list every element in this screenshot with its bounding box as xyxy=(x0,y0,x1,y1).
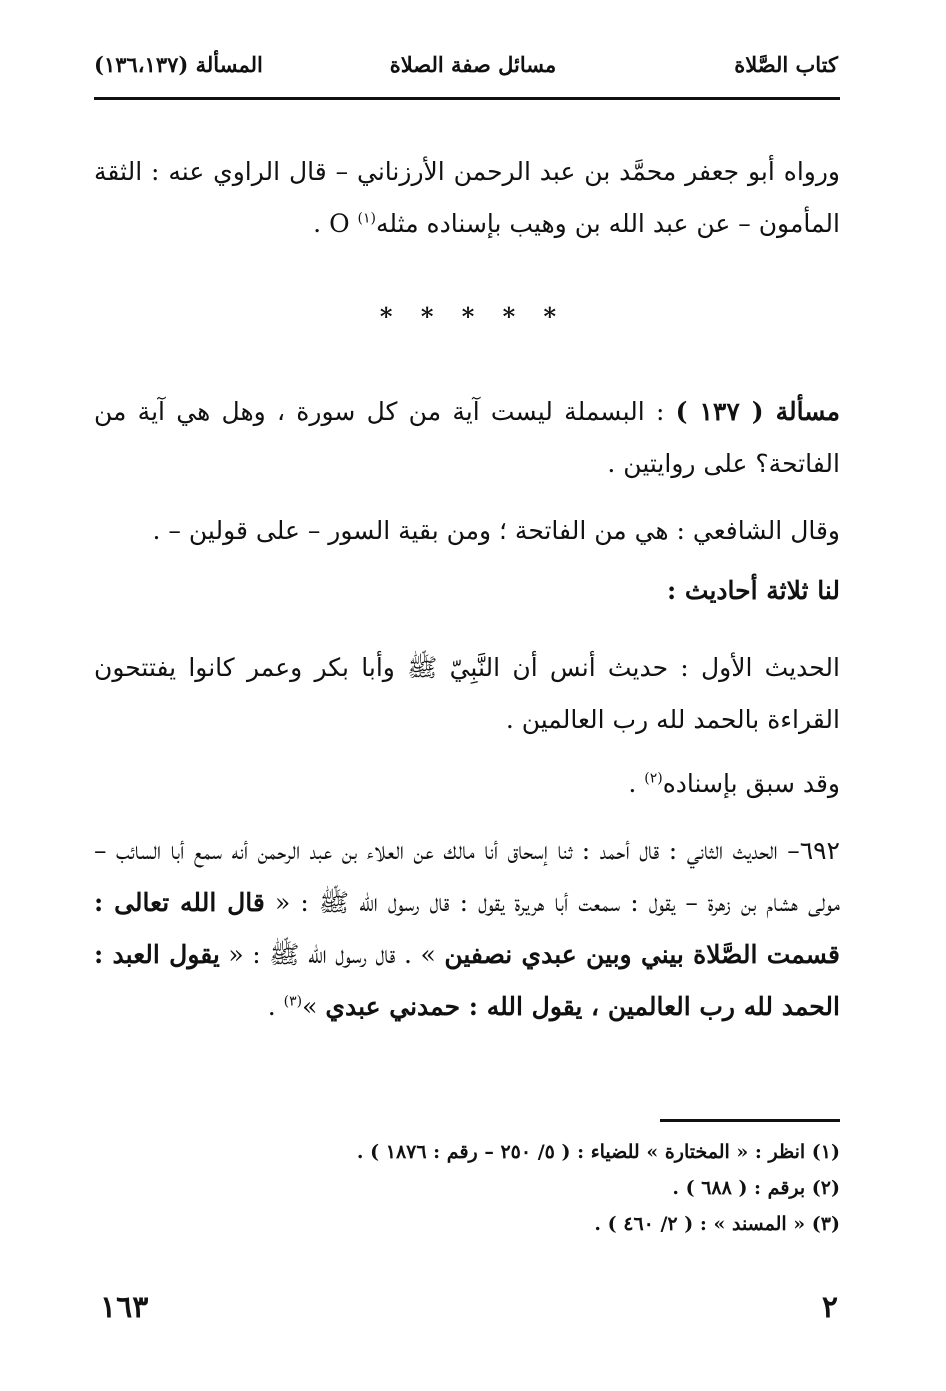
hadith-isnad: ٦٩٢– الحديث الثاني : قال أحمد : ثنا إسحاق أنا مالك عن العلاء بن عبد الرحمن أنه سمع أبا السائب – مولى هشام بن زهرة – يقول : سمعت أبا هريرة يقول : قال رسول الله ﷺ : « xyxy=(94,836,840,917)
running-header-section: مسائل صفة الصلاة xyxy=(389,52,557,77)
paragraph-hadith-one: الحديث الأول : حديث أنس أن النَّبِيّ ﷺ وأبا بكر وعمر كانوا يفتتحون القراءة بالحمد لله رب العالمين . xyxy=(94,653,840,734)
paragraph-end: . xyxy=(628,769,645,798)
paragraph-three-hadiths: لنا ثلاثة أحاديث : xyxy=(666,576,840,605)
hadith-connector: » . قال رسول الله ﷺ : « xyxy=(219,940,445,969)
header-rule xyxy=(94,97,840,100)
footnote-ref-2: (٢) xyxy=(644,770,663,787)
masala-text: : البسملة ليست آية من كل سورة ، وهل هي آية من الفاتحة؟ على روايتين . xyxy=(94,397,840,478)
page-number: ١٦٣ xyxy=(100,1290,149,1325)
footnote-2: (٢) برقم : ( ٦٨٨ ) . xyxy=(672,1177,840,1199)
section-divider-stars: * * * * * xyxy=(379,302,567,331)
footnote-ref-1: (١) xyxy=(357,210,376,227)
paragraph-hadith-692 xyxy=(94,825,840,1033)
paragraph-masala-137 xyxy=(94,386,840,490)
footnote-1: (١) انظر : « المختارة » للضياء : ( ٥/ ٢٥٠ – رقم : ١٨٧٦ ) . xyxy=(356,1141,840,1163)
footnote-ref-3: (٣) xyxy=(283,993,303,1010)
running-header-issue: المسألة (١٣٦،١٣٧) xyxy=(94,52,263,77)
masala-label: مسألة ( ١٣٧ ) xyxy=(675,397,840,426)
footnote-3: (٣) « المسند » : ( ٢/ ٤٦٠ ) . xyxy=(594,1213,840,1235)
paragraph-text: ورواه أبو جعفر محمَّد بن عبد الرحمن الأرزناني – قال الراوي عنه : الثقة المأمون – عن عبد الله بن وهيب بإسناده مثله xyxy=(94,157,840,238)
running-header-book: كتاب الصَّلاة xyxy=(734,52,838,77)
footnote-rule xyxy=(660,1119,840,1122)
signature-mark: ٢ xyxy=(821,1290,838,1325)
paragraph-riwaya xyxy=(94,146,840,250)
paragraph-shafii: وقال الشافعي : هي من الفاتحة ؛ ومن بقية السور – على قولين – . xyxy=(152,516,840,545)
hadith-quote-1: قال الله تعالى : قسمت الصَّلاة بيني وبين عبدي نصفين xyxy=(94,888,840,969)
paragraph-end: . xyxy=(267,992,284,1021)
hadith-quote-2: يقول العبد : الحمد لله رب العالمين ، يقول الله : حمدني عبدي xyxy=(94,940,840,1021)
paragraph-preceded xyxy=(94,758,840,810)
hadith-close: » xyxy=(302,992,326,1021)
paragraph-end: O . xyxy=(313,209,358,238)
paragraph-text: وقد سبق بإسناده xyxy=(662,769,840,798)
